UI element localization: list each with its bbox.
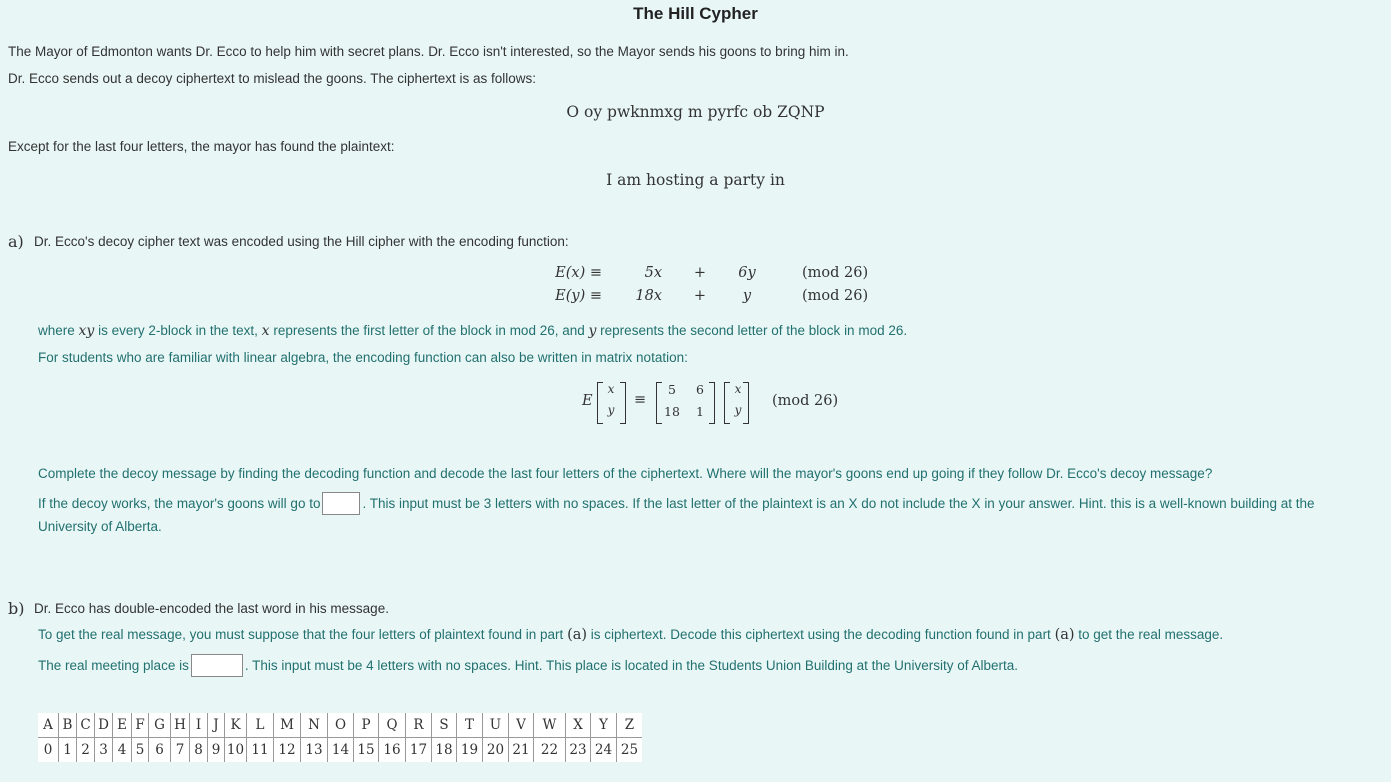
alphabet-letter-cell: S (432, 713, 457, 738)
plaintext: I am hosting a party in (606, 171, 785, 189)
eq2-op: + (693, 288, 707, 304)
alphabet-number-cell: 20 (483, 738, 509, 763)
alphabet-number-cell: 1 (59, 738, 77, 763)
eq1-term2: 6y (738, 265, 756, 281)
alphabet-number-cell: 10 (225, 738, 247, 763)
alphabet-letter-cell: D (95, 713, 113, 738)
matrix-mod: (mod 26) (772, 393, 839, 409)
alphabet-number-cell: 7 (171, 738, 190, 763)
vector2-right-bracket (743, 382, 749, 424)
alphabet-number-cell: 21 (509, 738, 534, 763)
eq1-op: + (693, 265, 707, 281)
eq2-mod: (mod 26) (802, 288, 869, 304)
alphabet-number-cell: 18 (432, 738, 457, 763)
alphabet-number-cell: 19 (457, 738, 483, 763)
intro-line-2: Dr. Ecco sends out a decoy ciphertext to mislead the goons. The ciphertext is as follows: (8, 71, 537, 86)
where-mid2: represents the first letter of the block in mod 26, and (269, 323, 589, 338)
alphabet-number-cell: 11 (247, 738, 274, 763)
alphabet-letter-cell: I (190, 713, 208, 738)
alphabet-letters-row (38, 713, 642, 738)
matrix-equiv: ≡ (634, 392, 647, 408)
part-a-answer-prefix: If the decoy works, the mayor's goons will go to (38, 496, 321, 511)
alphabet-number-cell: 13 (301, 738, 328, 763)
alphabet-number-cell: 5 (132, 738, 149, 763)
intro-line-3: Except for the last four letters, the mayor has found the plaintext: (8, 139, 395, 154)
ciphertext: O oy pwknmxg m pyrfc ob ZQNP (566, 103, 825, 121)
meeting-place-input[interactable] (191, 654, 243, 677)
alphabet-number-cell: 6 (149, 738, 171, 763)
part-b-instr-mid: is ciphertext. Decode this ciphertext using the decoding function found in part (587, 627, 1055, 642)
alphabet-number-cell: 23 (566, 738, 591, 763)
alphabet-letter-cell: A (38, 713, 59, 738)
alphabet-letter-cell: Y (591, 713, 617, 738)
alphabet-letter-cell: B (59, 713, 77, 738)
eq1-lhs: E(x) ≡ (555, 265, 602, 281)
vector2-x: x (734, 382, 742, 396)
alphabet-number-cell: 17 (406, 738, 432, 763)
matrix-m11: 5 (668, 382, 676, 397)
vector2-left-bracket (724, 382, 730, 424)
part-a-answer-suffix-2: University of Alberta. (38, 519, 162, 534)
alphabet-number-cell: 22 (534, 738, 566, 763)
alphabet-number-cell: 12 (274, 738, 301, 763)
alphabet-letter-cell: L (247, 713, 274, 738)
alphabet-number-cell: 24 (591, 738, 617, 763)
vector1-left-bracket (597, 382, 603, 424)
alphabet-letter-cell: U (483, 713, 509, 738)
alphabet-number-cell: 2 (77, 738, 95, 763)
intro-line-1: The Mayor of Edmonton wants Dr. Ecco to help him with secret plans. Dr. Ecco isn't interested, so the Mayor sends his goons to bring him in. (8, 44, 849, 59)
alphabet-number-cell: 16 (379, 738, 406, 763)
alphabet-letter-cell: G (149, 713, 171, 738)
matrix-m21: 18 (664, 404, 680, 419)
vector1-x: x (607, 382, 615, 396)
linear-algebra-note: For students who are familiar with linear algebra, the encoding function can also be written in matrix notation: (38, 350, 688, 365)
alphabet-number-cell: 8 (190, 738, 208, 763)
alphabet-letter-cell: T (457, 713, 483, 738)
alphabet-letter-cell: W (534, 713, 566, 738)
matrix-E: E (582, 393, 593, 409)
part-a-answer-row (38, 492, 1314, 516)
alphabet-number-cell: 9 (208, 738, 225, 763)
where-var-x: x (261, 323, 270, 339)
alphabet-letter-cell: K (225, 713, 247, 738)
part-b-instr-pre: To get the real message, you must suppose that the four letters of plaintext found in part (38, 627, 568, 642)
part-b-intro: Dr. Ecco has double-encoded the last word in his message. (34, 601, 389, 616)
part-a-answer-suffix: . This input must be 3 letters with no spaces. If the last letter of the plaintext is an X do not include the X in your answer. Hint. this is a well-known building at the (362, 496, 1315, 511)
alphabet-number-cell: 0 (43, 742, 53, 758)
alphabet-number-cell: 4 (113, 738, 132, 763)
part-b-instructions (38, 627, 1223, 643)
page-title: The Hill Cypher (633, 4, 758, 23)
alphabet-letter-cell: P (354, 713, 379, 738)
matrix-right-bracket (709, 382, 715, 424)
part-a-intro: Dr. Ecco's decoy cipher text was encoded using the Hill cipher with the encoding function: (34, 234, 569, 249)
part-b-answer-prefix: The real meeting place is (38, 658, 189, 673)
part-b-answer-row (38, 654, 1018, 678)
alphabet-numbers-row (38, 738, 642, 763)
matrix-m12: 6 (696, 382, 704, 397)
part-a-question: Complete the decoy message by finding the decoding function and decode the last four letters of the ciphertext. Where will the mayor's goons end up going if they follow Dr. Ecco's decoy message? (38, 466, 1213, 481)
alphabet-number-cell: 3 (95, 738, 113, 763)
where-mid: is every 2-block in the text, (94, 323, 262, 338)
eq2-term2: y (742, 288, 752, 304)
alphabet-letter-cell: N (301, 713, 328, 738)
part-b-marker: b) (8, 599, 25, 618)
part-b-instr-ref-2: (a) (1054, 627, 1075, 643)
vector2-y: y (734, 403, 742, 417)
alphabet-letter-cell: F (132, 713, 149, 738)
part-b-instr-end: to get the real message. (1074, 627, 1224, 642)
eq1-term1: 5x (644, 265, 662, 281)
alphabet-letter-cell: C (77, 713, 95, 738)
alphabet-letter-cell: J (208, 713, 225, 738)
alphabet-letter-cell: Q (379, 713, 406, 738)
alphabet-letter-cell: X (566, 713, 591, 738)
eq2-term1: 18x (635, 288, 662, 304)
alphabet-letter-cell: V (509, 713, 534, 738)
matrix-m22: 1 (696, 404, 704, 419)
vector1-y: y (607, 403, 615, 417)
eq2-lhs: E(y) ≡ (555, 288, 602, 304)
alphabet-table (38, 713, 642, 762)
part-b-instr-ref: (a) (567, 627, 588, 643)
vector1-right-bracket (620, 382, 626, 424)
where-var-y: y (588, 323, 597, 339)
decoy-destination-input[interactable] (322, 492, 360, 515)
where-pre: where (38, 323, 79, 338)
alphabet-number-cell: 14 (328, 738, 354, 763)
alphabet-letter-cell: E (113, 713, 132, 738)
alphabet-letter-cell: H (171, 713, 190, 738)
alphabet-letter-cell: R (406, 713, 432, 738)
where-end: represents the second letter of the block in mod 26. (596, 323, 908, 338)
eq1-mod: (mod 26) (802, 265, 869, 281)
part-a-marker: a) (8, 232, 24, 251)
part-b-answer-suffix: . This input must be 4 letters with no spaces. Hint. This place is located in the Students Union Building at the University of Alberta. (244, 658, 1018, 673)
alphabet-letter-cell: O (328, 713, 354, 738)
alphabet-letter-cell: Z (617, 713, 643, 738)
where-explanation (38, 323, 907, 339)
alphabet-number-cell: 25 (617, 738, 643, 763)
where-var-xy: xy (78, 323, 95, 339)
alphabet-letter-cell: M (274, 713, 301, 738)
alphabet-number-cell: 15 (354, 738, 379, 763)
